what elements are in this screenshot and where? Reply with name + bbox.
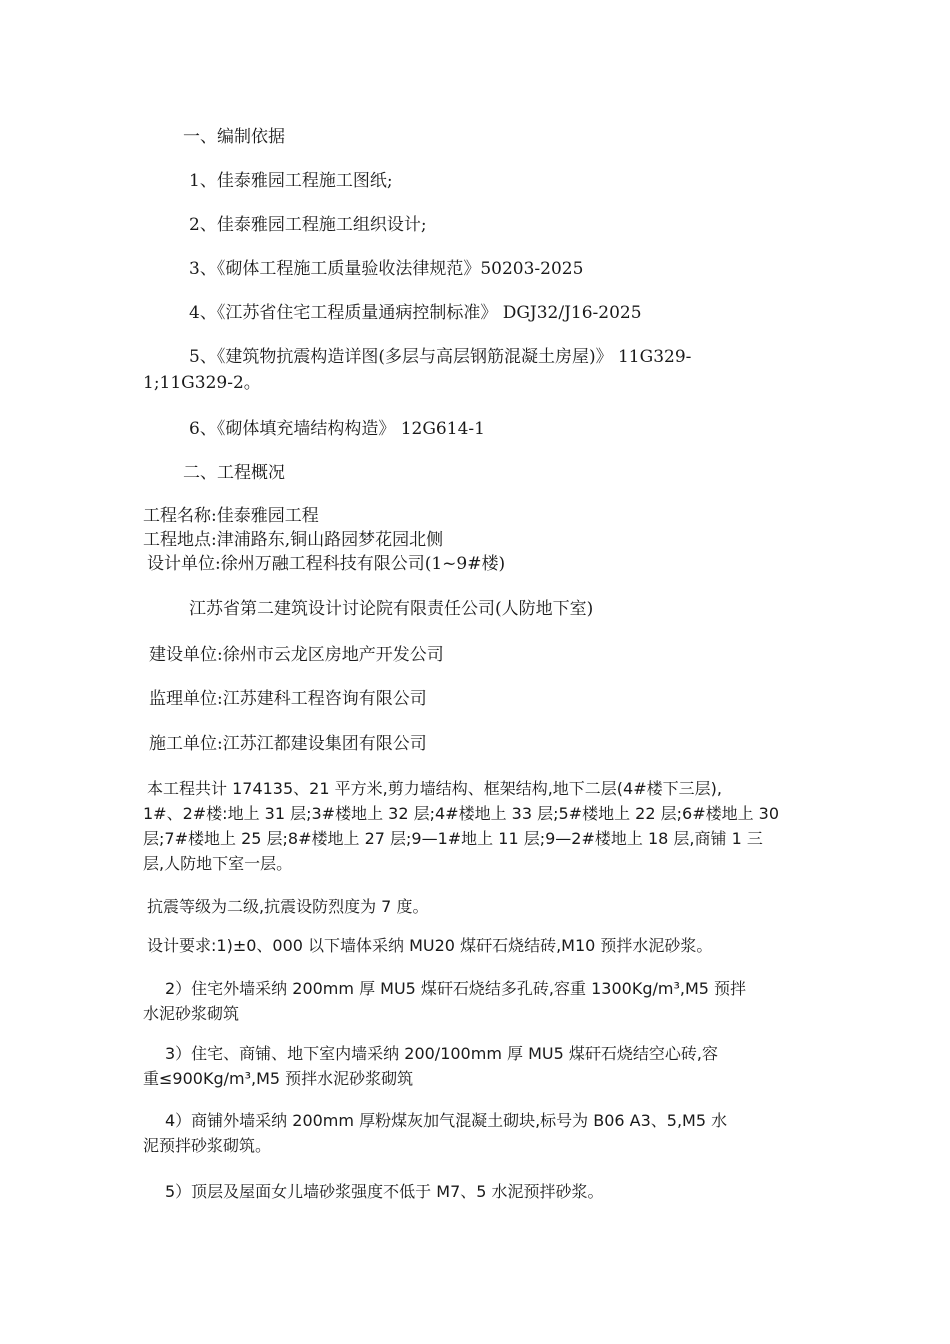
seismic-grade: 抗震等级为二级,抗震设防烈度为 7 度。 — [147, 897, 429, 916]
contractor-unit: 施工单位:江苏江都建设集团有限公司 — [149, 734, 427, 754]
scale-line: 层;7#楼地上 25 层;8#楼地上 27 层;9—1#地上 11 层;9—2#楼地上 18 层,商铺 1 三 — [143, 829, 763, 848]
basis-item: 5、《建筑物抗震构造详图(多层与高层钢筋混凝土房屋)》 11G329- — [189, 347, 692, 367]
section-heading-overview: 二、工程概况 — [183, 463, 285, 483]
design-requirement: 4）商铺外墙采纳 200mm 厚粉煤灰加气混凝土砌块,标号为 B06 A3、5,M5 水 — [165, 1111, 728, 1130]
basis-item: 6、《砌体填充墙结构构造》 12G614-1 — [189, 419, 485, 439]
basis-item: 3、《砌体工程施工质量验收法律规范》50203-2025 — [189, 259, 584, 279]
design-requirement-continued: 水泥砂浆砌筑 — [143, 1004, 240, 1023]
scale-line: 1#、2#楼:地上 31 层;3#楼地上 32 层;4#楼地上 33 层;5#楼地上 22 层;6#楼地上 30 — [143, 804, 780, 823]
basis-item: 1、佳泰雅园工程施工图纸; — [189, 171, 393, 191]
project-location: 工程地点:津浦路东,铜山路园梦花园北侧 — [143, 530, 444, 550]
scale-line: 本工程共计 174135、21 平方米,剪力墙结构、框架结构,地下二层(4#楼下三层), — [147, 779, 722, 798]
design-requirement-continued: 泥预拌砂浆砌筑。 — [143, 1136, 272, 1155]
design-requirement: 2）住宅外墙采纳 200mm 厚 MU5 煤矸石烧结多孔砖,容重 1300Kg/m³,M5 预拌 — [165, 979, 747, 998]
basis-item-continued: 1;11G329-2。 — [143, 373, 261, 393]
scale-line: 层,人防地下室一层。 — [143, 854, 293, 873]
design-requirement: 设计要求:1)±0、000 以下墙体采纳 MU20 煤矸石烧结砖,M10 预拌水泥砂浆。 — [147, 936, 713, 955]
section-heading-basis: 一、编制依据 — [183, 127, 285, 147]
design-unit: 设计单位:徐州万融工程科技有限公司(1~9#楼) — [147, 554, 506, 574]
project-name: 工程名称:佳泰雅园工程 — [143, 506, 319, 526]
basis-item: 4、《江苏省住宅工程质量通病控制标准》 DGJ32/J16-2025 — [189, 303, 642, 323]
basis-item: 2、佳泰雅园工程施工组织设计; — [189, 215, 427, 235]
design-requirement-continued: 重≤900Kg/m³,M5 预拌水泥砂浆砌筑 — [143, 1069, 414, 1088]
design-requirement: 5）顶层及屋面女儿墙砂浆强度不低于 M7、5 水泥预拌砂浆。 — [165, 1182, 604, 1201]
supervision-unit: 监理单位:江苏建科工程咨询有限公司 — [149, 689, 427, 709]
design-requirement: 3）住宅、商铺、地下室内墙采纳 200/100mm 厚 MU5 煤矸石烧结空心砖,容 — [165, 1044, 718, 1063]
design-unit-2: 江苏省第二建筑设计讨论院有限责任公司(人防地下室) — [189, 599, 594, 619]
construction-owner: 建设单位:徐州市云龙区房地产开发公司 — [149, 645, 444, 665]
